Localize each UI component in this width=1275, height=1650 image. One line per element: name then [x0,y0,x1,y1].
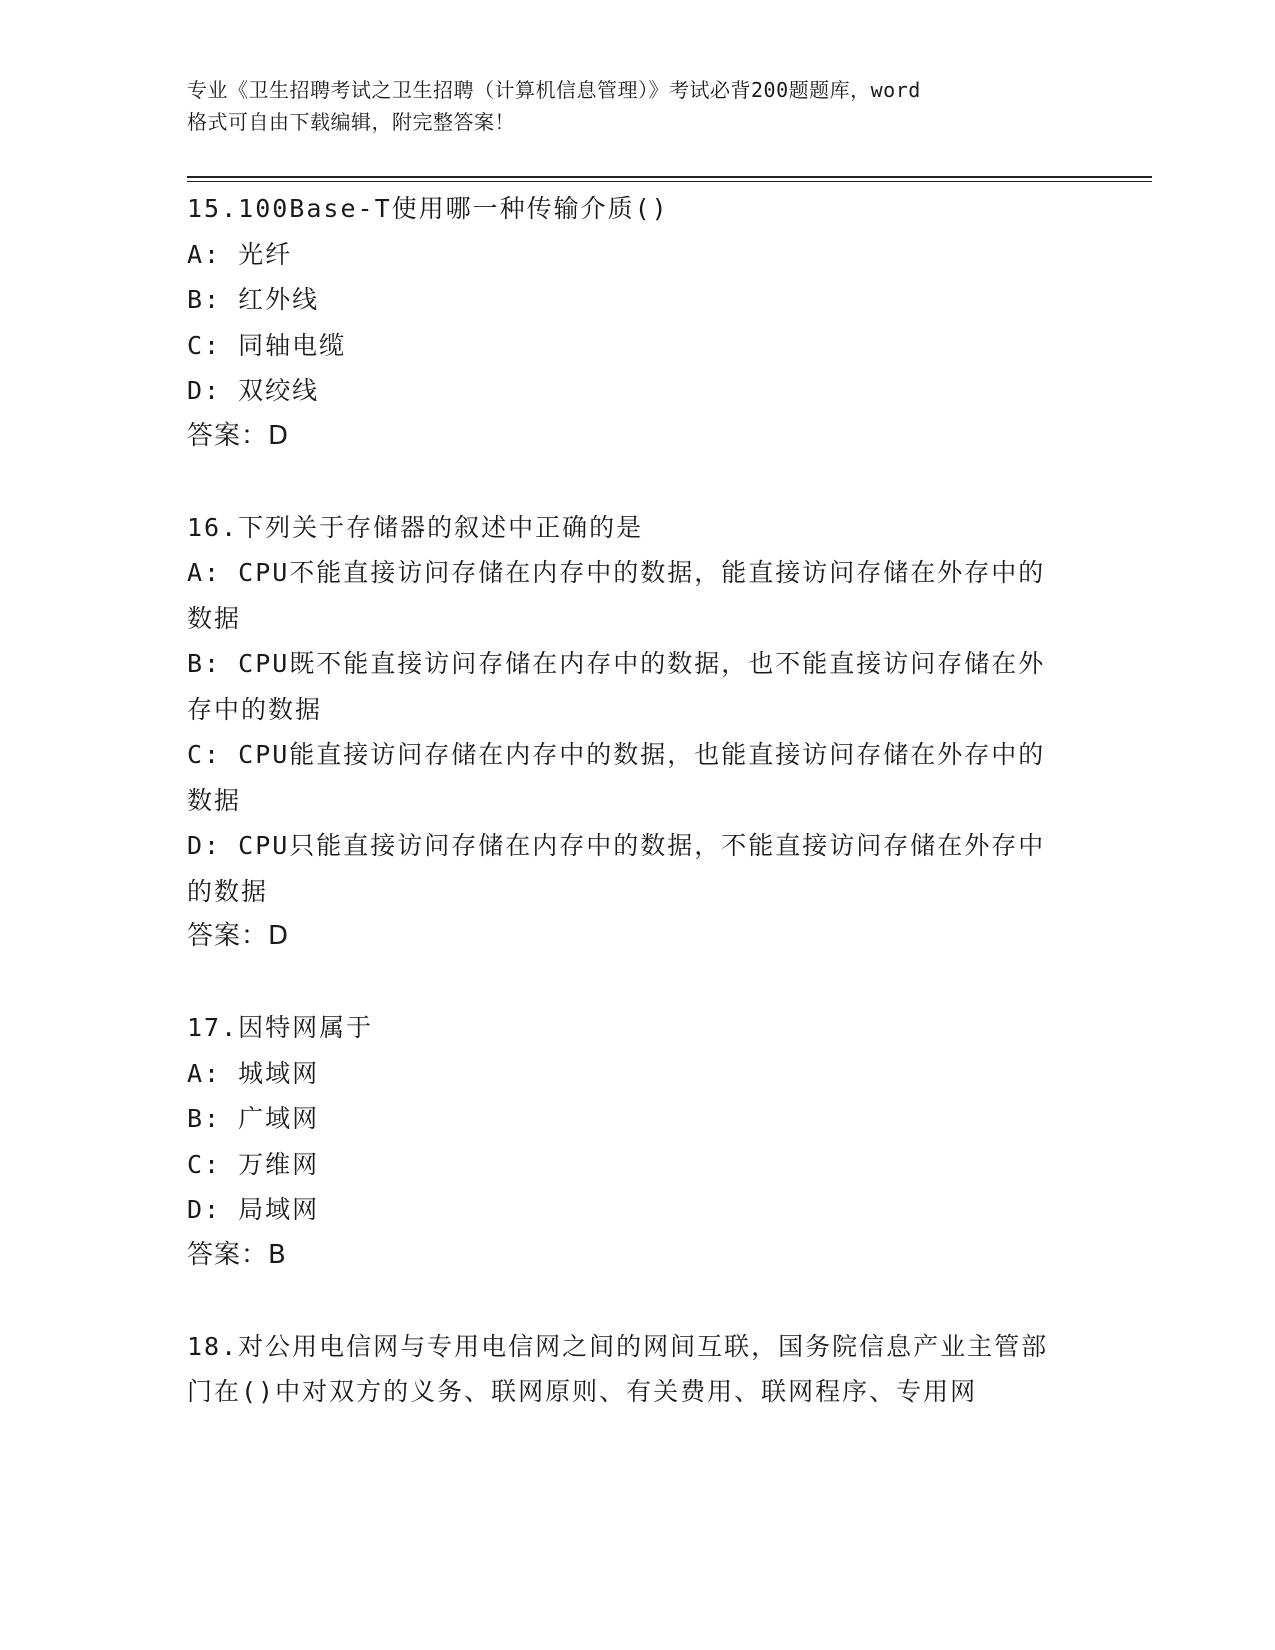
answer-text: 答案：B [187,1239,287,1270]
question-17 [187,1005,1067,1278]
header-divider [187,176,1152,182]
option-c: C: 万维网 [187,1149,320,1179]
option-a: A: 城域网 [187,1058,320,1088]
question-18 [187,1324,1067,1415]
header-line-2: 格式可自由下载编辑，附完整答案！ [187,110,515,134]
question-stem: 17.因特网属于 [187,1013,374,1042]
question-stem: 15.100Base-T使用哪一种传输介质() [187,194,669,223]
option-c: C: CPU能直接访问存储在内存中的数据，也能直接访问存储在外存中的数据 [187,740,1046,815]
option-b: B: CPU既不能直接访问存储在内存中的数据，也不能直接访问存储在外存中的数据 [187,649,1046,724]
option-a: A: 光纤 [187,239,293,269]
question-stem: 16.下列关于存储器的叙述中正确的是 [187,512,644,542]
option-b: B: 红外线 [187,285,320,314]
option-d: D: 局域网 [187,1195,320,1224]
question-15 [187,186,1067,459]
question-stem: 18.对公用电信网与专用电信网之间的网间互联，国务院信息产业主管部门在()中对双方的义务、联网原则、有关费用、联网程序、专用网 [187,1331,1049,1406]
option-a: A: CPU不能直接访问存储在内存中的数据，能直接访问存储在外存中的数据 [187,558,1046,633]
question-list [187,186,1067,1460]
option-c: C: 同轴电缆 [187,330,347,360]
question-16 [187,505,1067,960]
option-d: D: 双绞线 [187,376,320,405]
option-d: D: CPU只能直接访问存储在内存中的数据，不能直接访问存储在外存中的数据 [187,831,1046,906]
answer-text: 答案：D [187,420,290,451]
document-header [187,74,1087,138]
header-line-1: 专业《卫生招聘考试之卫生招聘（计算机信息管理）》考试必背200题题库，word [187,78,921,102]
answer-text: 答案：D [187,921,290,951]
option-b: B: 广域网 [187,1104,320,1133]
